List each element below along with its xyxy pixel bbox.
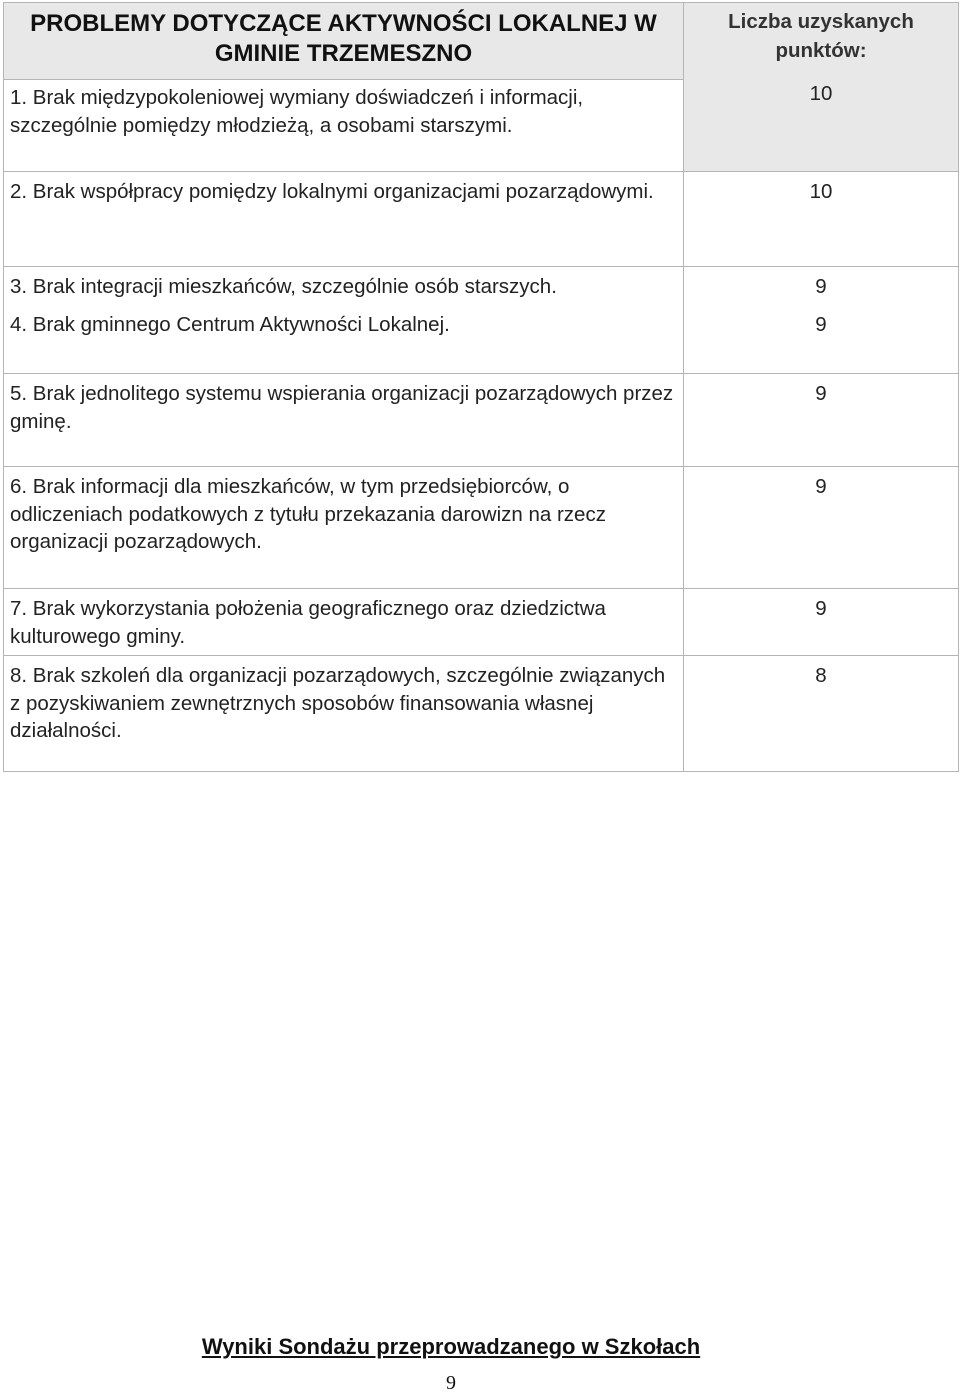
header-problem: PROBLEMY DOTYCZĄCE AKTYWNOŚCI LOKALNEJ W GMINIE TRZEMESZNO xyxy=(4,3,684,80)
row-6-points: 9 xyxy=(684,467,959,589)
table-row xyxy=(4,267,959,374)
row-4-points: 9 xyxy=(815,312,827,336)
row-4-problem: 4. Brak gminnego Centrum Aktywności Lokalnej. xyxy=(10,312,450,336)
row-1-points: 10 xyxy=(809,82,833,105)
footer-title: Wyniki Sondażu przeprowadzanego w Szkołach xyxy=(201,1334,701,1359)
row-8-points: 8 xyxy=(684,656,959,772)
header-points: Liczba uzyskanych punktów: xyxy=(728,10,914,62)
row-5-points: 9 xyxy=(684,374,959,467)
table-row xyxy=(4,589,959,656)
row-2-points: 10 xyxy=(684,172,959,267)
row-5-problem: 5. Brak jednolitego systemu wspierania organizacji pozarządowych przez gminę. xyxy=(4,374,684,467)
table-header-row xyxy=(4,3,959,80)
row-1-problem: 1. Brak międzypokoleniowej wymiany doświadczeń i informacji, szczególnie pomiędzy młodzieżą, a osobami starszymi. xyxy=(4,80,684,172)
table-row xyxy=(4,656,959,772)
problems-table xyxy=(3,2,959,772)
row-7-points: 9 xyxy=(684,589,959,656)
table-row xyxy=(4,467,959,589)
row-6-problem: 6. Brak informacji dla mieszkańców, w tym przedsiębiorców, o odliczeniach podatkowych z tytułu przekazania darowizn na rzecz organizacji pozarządowych. xyxy=(4,467,684,589)
row-8-problem: 8. Brak szkoleń dla organizacji pozarządowych, szczególnie związanych z pozyskiwaniem zewnętrznych sposobów finansowania własnej działalności. xyxy=(4,656,684,772)
table-row xyxy=(4,374,959,467)
row-3-problem: 3. Brak integracji mieszkańców, szczególnie osób starszych. xyxy=(10,275,557,298)
row-2-problem: 2. Brak współpracy pomiędzy lokalnymi organizacjami pozarządowymi. xyxy=(4,172,684,267)
table-row xyxy=(4,172,959,267)
header-points-cell xyxy=(684,3,959,172)
page-number: 9 xyxy=(446,1372,456,1394)
row-3-points: 9 xyxy=(815,275,827,298)
row-7-problem: 7. Brak wykorzystania położenia geograficznego oraz dziedzictwa kulturowego gminy. xyxy=(4,589,684,656)
